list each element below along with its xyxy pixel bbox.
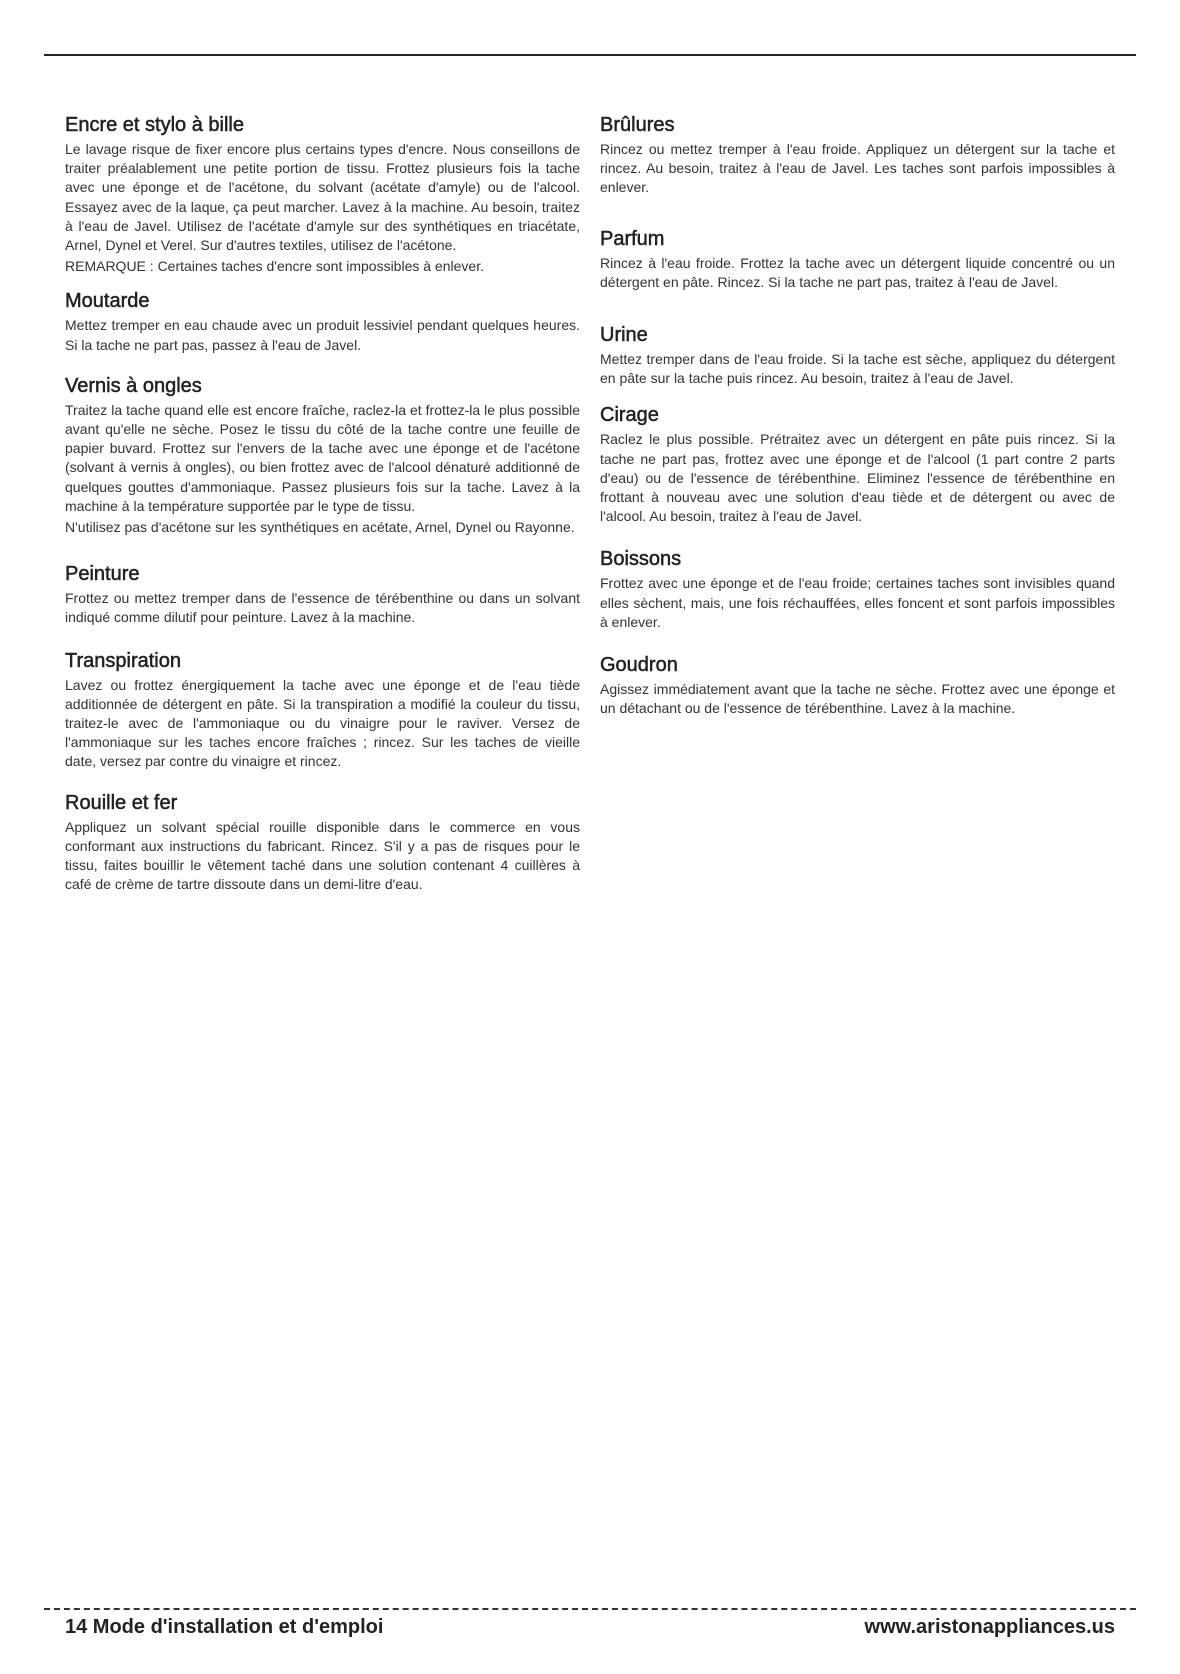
section-encre bbox=[65, 112, 580, 276]
right-column bbox=[600, 112, 1115, 720]
section-text: Raclez le plus possible. Prétraitez avec un détergent en pâte puis rincez. Si la tache ne part pas, frottez avec une éponge et de l'alcool (1 part contre 2 parts d'eau) ou de l'essence de térébenthine. Eliminez l'essence de térébenthine en frottant à nouveau avec une solution d'eau tiède et de détergent ou avec de l'alcool. Au besoin, traitez à l'eau de Javel. bbox=[600, 431, 1115, 525]
page-number-label: 14 Mode d'installation et d'emploi bbox=[65, 1616, 384, 1638]
section-rouille bbox=[65, 790, 580, 895]
bottom-rule bbox=[44, 1608, 1136, 1610]
section-title: Parfum bbox=[600, 227, 665, 250]
section-brulures bbox=[600, 112, 1115, 198]
page-footer bbox=[65, 1616, 1115, 1646]
section-title: Cirage bbox=[600, 404, 659, 427]
section-text: Rincez à l'eau froide. Frottez la tache avec un détergent liquide concentré ou un détergent en pâte. Rincez. Si la tache ne part pas, traitez à l'eau de Javel. bbox=[600, 254, 1115, 290]
section-title: Peinture bbox=[65, 563, 140, 586]
section-boissons bbox=[600, 546, 1115, 632]
section-text: Mettez tremper en eau chaude avec un produit lessiviel pendant quelques heures. Si la tache ne part pas, passez à l'eau de Javel. bbox=[65, 317, 580, 353]
section-title: Brûlures bbox=[600, 114, 675, 136]
section-goudron bbox=[600, 652, 1115, 718]
section-note: REMARQUE : Certaines taches d'encre sont impossibles à enlever. bbox=[65, 258, 484, 275]
section-title: Rouille et fer bbox=[65, 791, 178, 814]
section-text: Agissez immédiatement avant que la tache ne sèche. Frottez avec une éponge et un détachant ou de l'essence de térébenthine. Lavez à la machine. bbox=[600, 681, 1115, 717]
section-vernis bbox=[65, 373, 580, 537]
section-text: Appliquez un solvant spécial rouille disponible dans le commerce en vous conformant aux instructions du fabricant. Rincez. S'il y a pas de risques pour le tissu, faites bouillir le vêtement taché dans une solution contenant 4 cuillères à café de crème de tartre dissoute dans un demi-litre d'eau. bbox=[65, 818, 580, 893]
section-note: N'utilisez pas d'acétone sur les synthétiques en acétate, Arnel, Dynel ou Rayonne. bbox=[65, 519, 575, 536]
section-title: Encre et stylo à bille bbox=[65, 114, 244, 136]
website-url: www.aristonappliances.us bbox=[864, 1616, 1115, 1638]
section-transpiration bbox=[65, 648, 580, 772]
section-title: Vernis à ongles bbox=[65, 374, 202, 397]
section-text: Lavez ou frottez énergiquement la tache avec une éponge et de l'eau tiède additionnée de détergent en pâte. Si la transpiration a modifié la couleur du tissu, traitez-le avec de l'ammoniaque ou du vinaigre pour le raviver. Versez de l'ammoniaque sur les taches encore fraîches ; rincez. Sur les taches de vieille date, versez par contre du vinaigre et rincez. bbox=[65, 676, 580, 770]
section-title: Goudron bbox=[600, 654, 678, 677]
section-text: Rincez ou mettez tremper à l'eau froide. Appliquez un détergent sur la tache et rincez. Au besoin, traitez à l'eau de Javel. Les taches sont parfois impossibles à enlever. bbox=[600, 141, 1115, 196]
section-text: Traitez la tache quand elle est encore fraîche, raclez-la et frottez-la le plus possible avant qu'elle ne sèche. Posez le tissu du côté de la tache contre une feuille de papier buvard. Frottez sur l'envers de la tache avec une éponge et de l'acétone (solvant à vernis à ongles), ou bien frottez avec de l'alcool dénaturé additionné de quelques gouttes d'ammoniaque. Passez plusieurs fois sur la tache. Lavez à la machine à la température supportée par le type de tissu. bbox=[65, 401, 580, 514]
section-title: Transpiration bbox=[65, 649, 181, 672]
section-title: Boissons bbox=[600, 548, 682, 571]
top-rule bbox=[44, 54, 1136, 56]
section-title: Urine bbox=[600, 324, 648, 347]
section-moutarde bbox=[65, 288, 580, 354]
section-cirage bbox=[600, 402, 1115, 526]
section-parfum bbox=[600, 226, 1115, 292]
section-peinture bbox=[65, 561, 580, 627]
section-urine bbox=[600, 322, 1115, 388]
section-text: Le lavage risque de fixer encore plus certains types d'encre. Nous conseillons de traiter préalablement une petite portion de tissu. Frottez plusieurs fois la tache avec une éponge et de l'acétone, du solvant (acétate d'amyle) ou de l'alcool. Essayez avec de la laque, ça peut marcher. Lavez à la machine. Au besoin, traitez à l'eau de Javel. Utilisez de l'acétate d'amyle sur des synthétiques en triacétate, Arnel, Dynel et Verel. Sur d'autres textiles, utilisez de l'acétone. bbox=[65, 141, 580, 254]
section-text: Mettez tremper dans de l'eau froide. Si la tache est sèche, appliquez du détergent en pâte sur la tache puis rincez. Au besoin, traitez à l'eau de Javel. bbox=[600, 351, 1115, 387]
section-text: Frottez ou mettez tremper dans de l'essence de térébenthine ou dans un solvant indiqué comme dilutif pour peinture. Lavez à la machine. bbox=[65, 590, 580, 626]
section-title: Moutarde bbox=[65, 290, 150, 313]
left-column bbox=[65, 112, 580, 896]
section-text: Frottez avec une éponge et de l'eau froide; certaines taches sont invisibles quand elles sèchent, mais, une fois réchauffées, elles foncent et sont parfois impossibles à enlever. bbox=[600, 575, 1115, 630]
